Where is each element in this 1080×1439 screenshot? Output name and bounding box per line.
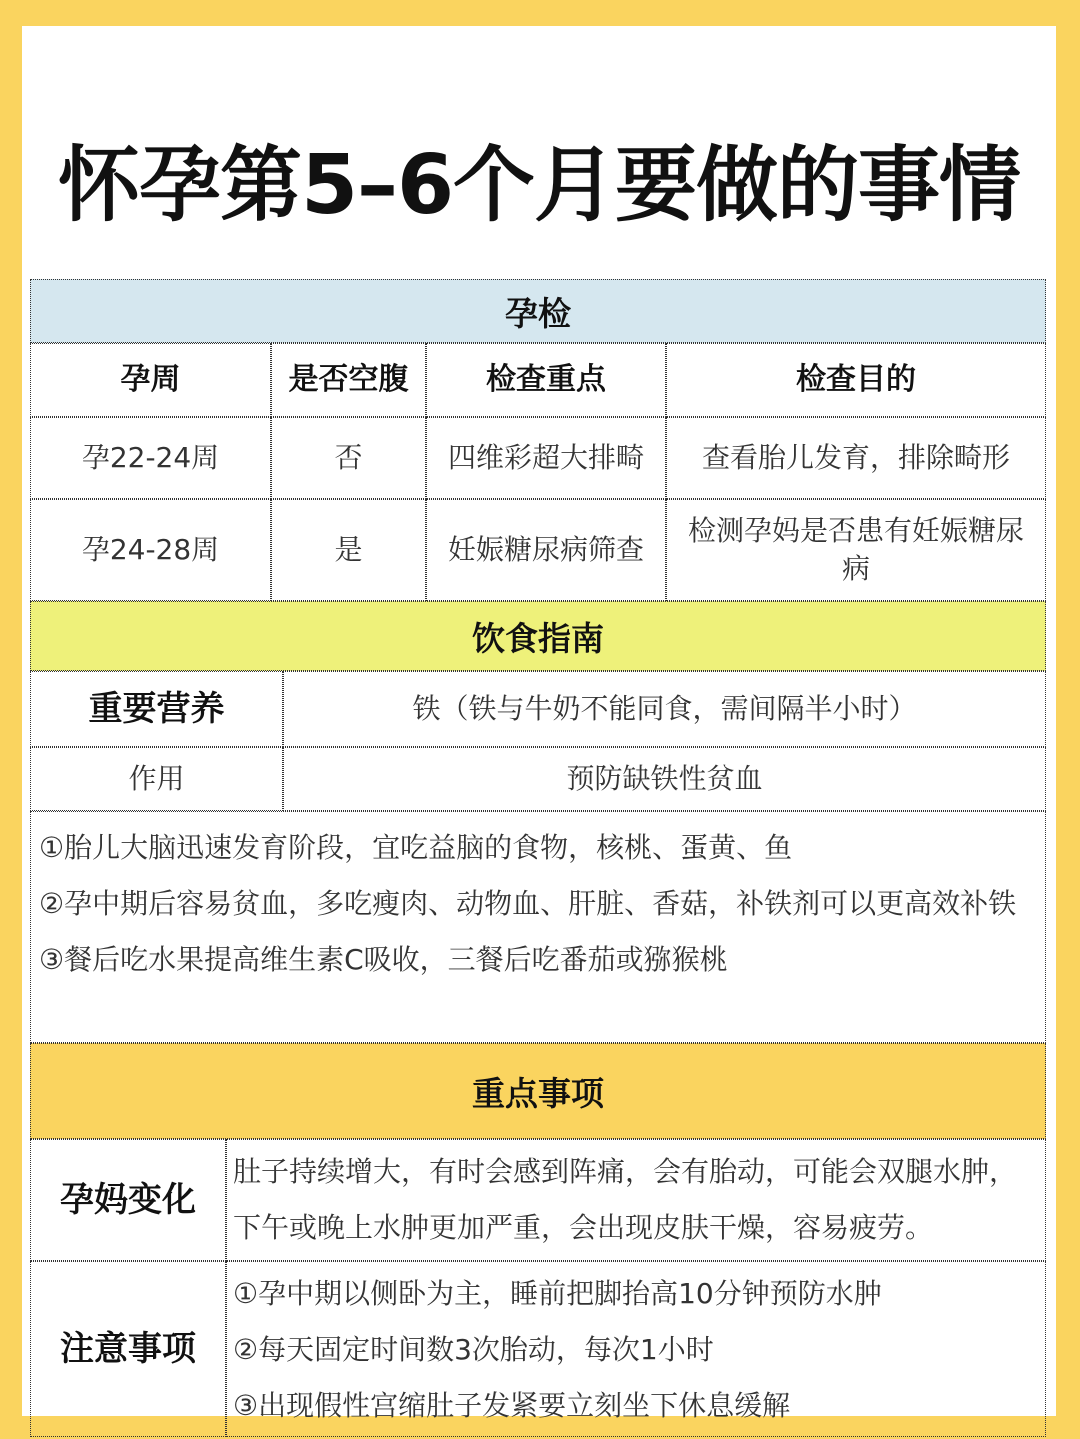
diet-section-title: 饮食指南 <box>472 618 604 658</box>
effect-value: 预防缺铁性贫血 <box>283 747 1046 811</box>
diet-note-3: ③餐后吃水果提高维生素C吸收，三餐后吃番茄或猕猴桃 <box>39 943 728 976</box>
key-section-title: 重点事项 <box>472 1073 604 1113</box>
exam-section-title: 孕检 <box>505 293 571 333</box>
exam-row-1-focus: 四维彩超大排畸 <box>426 417 666 499</box>
diet-note-2: ②孕中期后容易贫血，多吃瘦肉、动物血、肝脏、香菇，补铁剂可以更高效补铁 <box>39 887 1017 920</box>
diet-notes <box>30 811 1046 1043</box>
caution-list <box>226 1261 1046 1437</box>
caution-item-1: ①孕中期以侧卧为主，睡前把脚抬高10分钟预防水肿 <box>233 1277 882 1310</box>
col-header-focus: 检查重点 <box>426 343 666 417</box>
infographic-card <box>22 26 1056 1422</box>
caution-label: 注意事项 <box>30 1261 226 1437</box>
caution-item-3: ③出现假性宫缩肚子发紧要立刻坐下休息缓解 <box>233 1389 791 1422</box>
diet-note-1: ①胎儿大脑迅速发育阶段，宜吃益脑的食物，核桃、蛋黄、鱼 <box>39 831 793 864</box>
exam-row-2-week: 孕24-28周 <box>30 499 271 601</box>
info-sheet <box>30 279 1046 1422</box>
col-header-purpose: 检查目的 <box>666 343 1046 417</box>
exam-row-2-fasting: 是 <box>271 499 426 601</box>
diet-section-header <box>30 601 1046 671</box>
change-text: 肚子持续增大，有时会感到阵痛，会有胎动，可能会双腿水肿，下午或晚上水肿更加严重，会出现皮肤干燥，容易疲劳。 <box>233 1155 1018 1244</box>
col-header-fasting: 是否空腹 <box>271 343 426 417</box>
exam-row-2-focus: 妊娠糖尿病筛查 <box>426 499 666 601</box>
caution-item-2: ②每天固定时间数3次胎动，每次1小时 <box>233 1333 714 1366</box>
change-label: 孕妈变化 <box>30 1139 226 1261</box>
key-section-header <box>30 1043 1046 1139</box>
exam-row-2-purpose: 检测孕妈是否患有妊娠糖尿病 <box>666 499 1046 601</box>
page-title: 怀孕第5–6个月要做的事情 <box>57 138 1021 233</box>
exam-row-1-fasting: 否 <box>271 417 426 499</box>
change-text-cell <box>226 1139 1046 1261</box>
col-header-week: 孕周 <box>30 343 271 417</box>
nutrition-value: 铁（铁与牛奶不能同食，需间隔半小时） <box>283 671 1046 747</box>
exam-row-1-purpose: 查看胎儿发育，排除畸形 <box>666 417 1046 499</box>
effect-label: 作用 <box>30 747 283 811</box>
exam-section-header <box>30 279 1046 343</box>
nutrition-label: 重要营养 <box>30 671 283 747</box>
exam-row-1-week: 孕22-24周 <box>30 417 271 499</box>
